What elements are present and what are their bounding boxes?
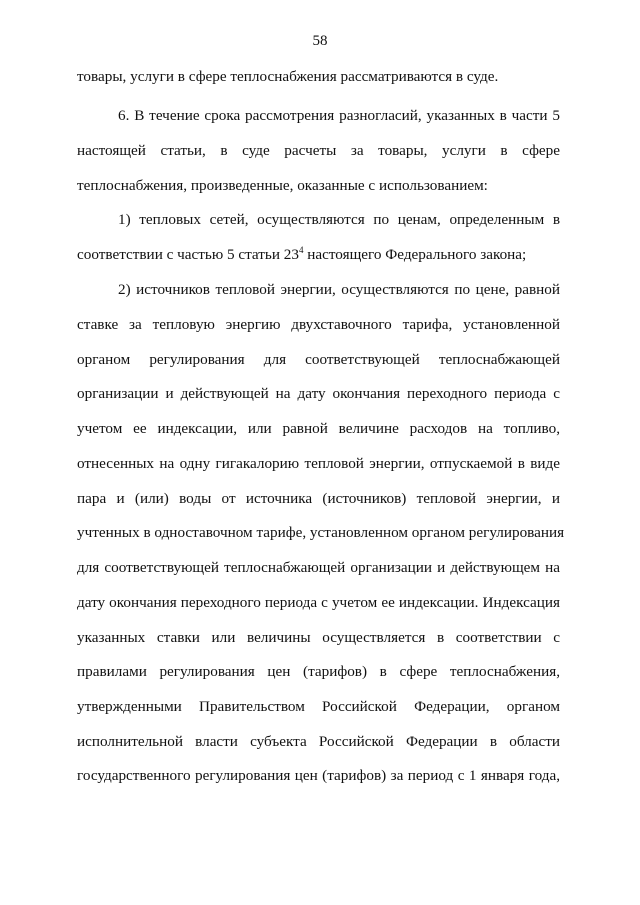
text-line: дату окончания переходного периода с учетом ее индексации. Индексация bbox=[77, 594, 560, 611]
text-line: настоящей статьи, в суде расчеты за товары, услуги в сфере bbox=[77, 142, 560, 159]
text-line: 6. В течение срока рассмотрения разногласий, указанных в части 5 bbox=[118, 107, 560, 124]
text-line: организации и действующей на дату окончания переходного периода с bbox=[77, 385, 560, 402]
text-line: пара и (или) воды от источника (источников) тепловой энергии, и bbox=[77, 490, 560, 507]
text-line: товары, услуги в сфере теплоснабжения рассматриваются в суде. bbox=[77, 68, 499, 85]
text-line: учтенных в одноставочном тарифе, установленном органом регулирования bbox=[77, 524, 565, 541]
text-line: утвержденными Правительством Российской Федерации, органом bbox=[77, 698, 560, 715]
text-line: для соответствующей теплоснабжающей организации и действующем на bbox=[77, 559, 560, 576]
text-line bbox=[77, 245, 560, 265]
text-line: государственного регулирования цен (тарифов) за период с 1 января года, bbox=[77, 767, 560, 784]
text-line: 2) источников тепловой энергии, осуществляются по цене, равной bbox=[118, 281, 560, 298]
text-line: указанных ставки или величины осуществляется в соответствии с bbox=[77, 629, 560, 646]
text-segment: настоящего Федерального закона; bbox=[303, 246, 527, 263]
text-line: учетом ее индексации, или равной величине расходов на топливо, bbox=[77, 420, 560, 437]
text-line: органом регулирования для соответствующей теплоснабжающей bbox=[77, 351, 560, 368]
superscript: 4 bbox=[298, 245, 304, 255]
text-segment: соответствии с частью 5 статьи 23 bbox=[77, 246, 299, 263]
page-number: 58 bbox=[312, 33, 328, 49]
text-line: 1) тепловых сетей, осуществляются по ценам, определенным в bbox=[118, 211, 560, 228]
text-line: отнесенных на одну гигакалорию тепловой энергии, отпускаемой в виде bbox=[77, 455, 560, 472]
text-line: правилами регулирования цен (тарифов) в сфере теплоснабжения, bbox=[77, 663, 560, 680]
text-line: исполнительной власти субъекта Российской Федерации в области bbox=[77, 733, 560, 750]
text-line: ставке за тепловую энергию двухставочного тарифа, установленной bbox=[77, 316, 560, 333]
text-line: теплоснабжения, произведенные, оказанные с использованием: bbox=[77, 177, 488, 194]
